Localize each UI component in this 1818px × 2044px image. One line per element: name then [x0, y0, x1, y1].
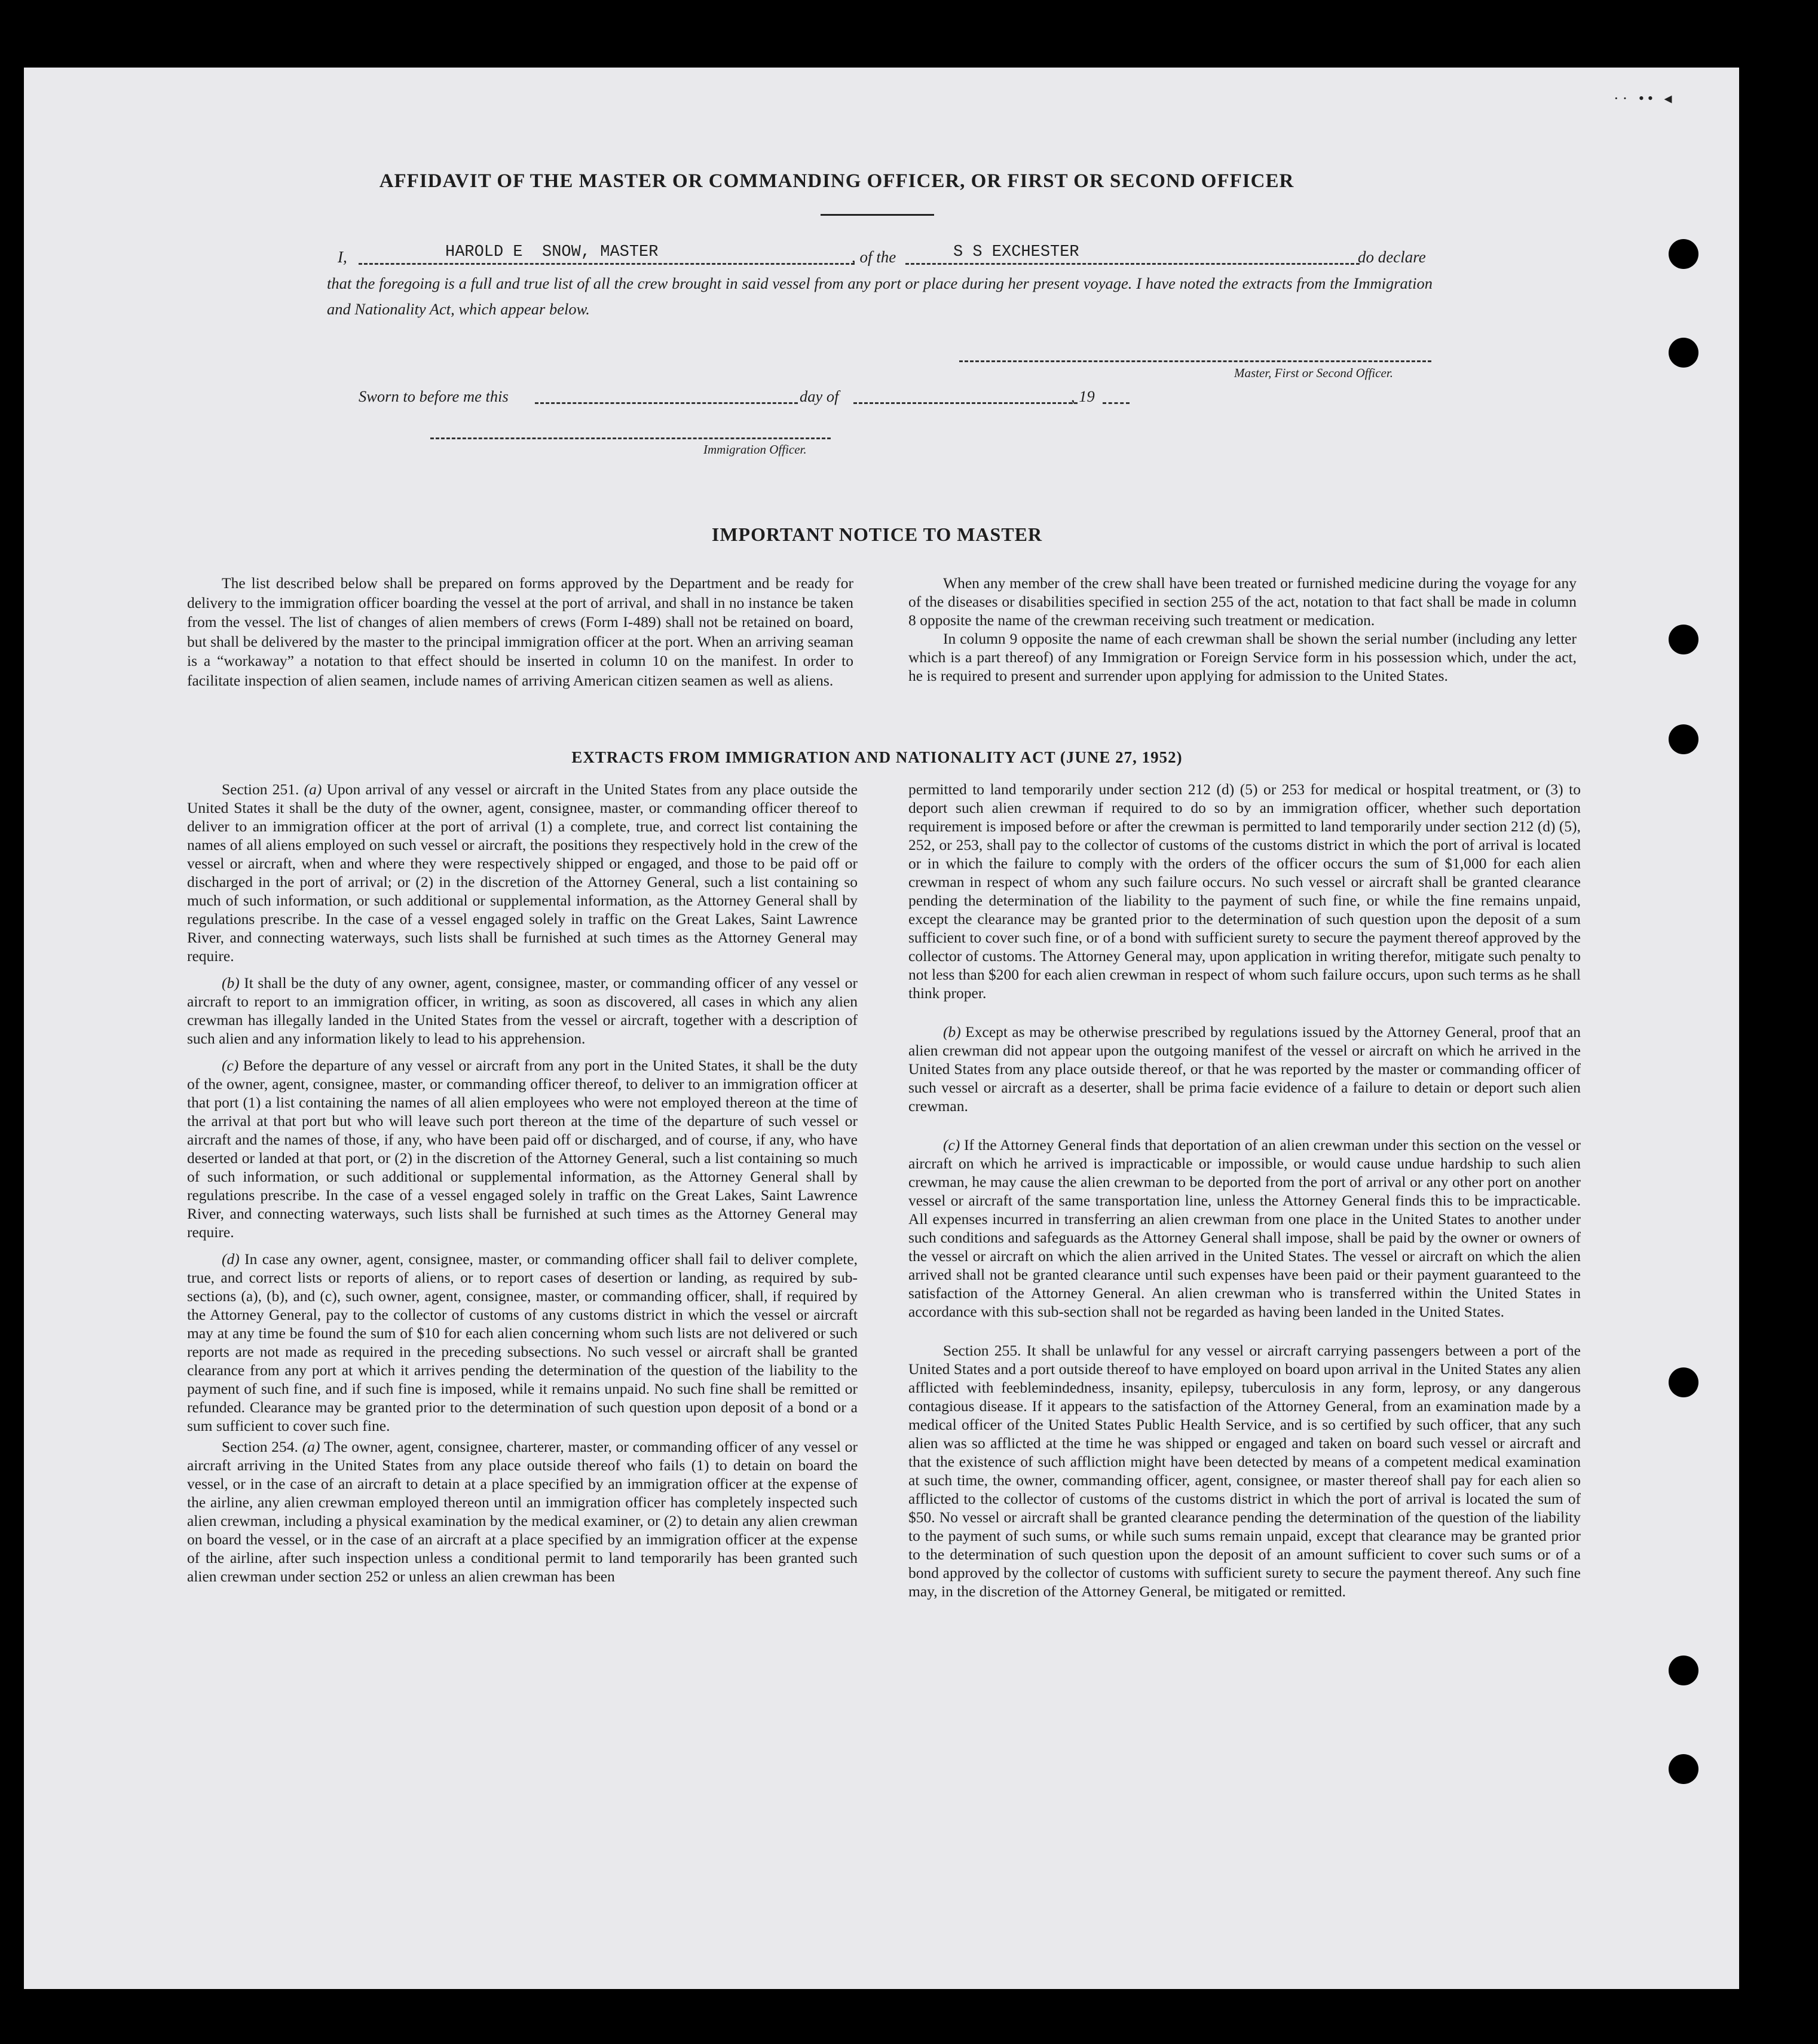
sworn-month-line	[853, 402, 1078, 404]
section-254-heading: Section 254.	[222, 1438, 298, 1455]
officer-caption: Immigration Officer.	[703, 442, 807, 457]
signature-caption: Master, First or Second Officer.	[1234, 366, 1393, 380]
section-251d	[187, 1250, 858, 1435]
section-251a-text: Upon arrival of any vessel or aircraft in the United States from any place outside the United States it shall be the duty of the owner, agent, consignee, master, or commanding officer thereof to deliver to an immigration officer at the port of arrival (1) a complete, true, and correct list containing the names of all aliens employed on such vessel or aircraft, the positions they respectively hold in the crew of the vessel or aircraft, when and where they were respectively shipped or engaged, and those to be paid off or discharged in the port of arrival; or (2) in the discretion of the Attorney General, such a list containing so much of such information, or such additional or supplemental information, as the Attorney General shall by regulations prescribe. In the case of a vessel engaged solely in traffic on the Great Lakes, Saint Lawrence River, and connecting waterways, such lists shall be furnished at such times as the Attorney General may require.	[187, 781, 858, 965]
year-label: , 19	[1071, 387, 1095, 405]
punch-hole	[1669, 1754, 1698, 1784]
section-251b-text: It shall be the duty of any owner, agent, consignee, master, or commanding officer of any vessel or aircraft to report to an immigration officer, in writing, as soon as discovered, all cases in which any alien crewman has illegally landed in the United States from the vessel or aircraft, together with a description of such alien and any information likely to lead to his apprehension.	[187, 974, 858, 1047]
title-rule	[821, 214, 934, 216]
officer-line	[430, 437, 831, 439]
notice-right-para-2: In column 9 opposite the name of each crewman shall be shown the serial number (including any letter which is a part thereof) of any Immigration or Foreign Service form in his possession which, under the act, he is required to present and surrender upon applying for admission to the United States.	[908, 630, 1577, 684]
vessel-name-value: S S EXCHESTER	[953, 243, 1079, 261]
day-of-label: day of	[800, 387, 839, 405]
section-254a-continued: permitted to land temporarily under section 212 (d) (5) or 253 for medical or hospital treatment, or (3) to deport such alien crewman if required to do so by an immigration officer, whether such deportation requirement is imposed before or after the crewman is permitted to land temporarily under section 212 (d) (5), 252, or 253, shall pay to the collector of customs of the customs district in which the port of arrival is located or in which the failure to comply with the orders of the officer occurs the sum of $1,000 for each alien crewman in respect of whom any such failure occurs. No such vessel or aircraft shall be granted clearance pending the determination of the liability to the payment of such fine, or while the fine remains unpaid, except the clearance may be granted prior to the determination of such question upon the deposit of a sum sufficient to cover such fine, or of a bond with sufficient surety to secure the payment thereof approved by the collector of customs. The Attorney General may, upon application in writing therefor, mitigate such penalty to not less than $200 for each alien crewman in respect of whom such failure occurs, upon such terms as he shall think proper.	[908, 781, 1581, 1002]
section-254c	[908, 1136, 1581, 1321]
subsection-c-label: (c)	[943, 1136, 960, 1153]
vessel-line	[905, 263, 1360, 265]
notice-left-column	[187, 574, 853, 690]
section-251a	[187, 780, 858, 965]
section-254b-text: Except as may be otherwise prescribed by regulations issued by the Attorney General, proof that an alien crewman did not appear upon the outgoing manifest of the vessel or aircraft on which he arrived in the United States from any place outside thereof, or that he was reported by the master or commanding officer of such vessel or aircraft as a deserter, shall be prima facie evidence of a failure to detain or deport such alien crewman.	[908, 1023, 1581, 1115]
extracts-left-column	[187, 780, 858, 1586]
extracts-title: EXTRACTS FROM IMMIGRATION AND NATIONALITY ACT (JUNE 27, 1952)	[571, 748, 1183, 766]
subsection-d-label: (d)	[222, 1250, 240, 1268]
affidavit-title: AFFIDAVIT OF THE MASTER OR COMMANDING OFFICER, OR FIRST OR SECOND OFFICER	[379, 170, 1294, 192]
subsection-a-label: (a)	[302, 1438, 320, 1455]
notice-title: IMPORTANT NOTICE TO MASTER	[711, 524, 1043, 545]
punch-hole	[1669, 1656, 1698, 1685]
sworn-day-line	[535, 402, 798, 404]
section-251c	[187, 1056, 858, 1241]
do-declare-label: do declare	[1358, 248, 1426, 266]
signature-line	[959, 360, 1431, 362]
section-251d-text: In case any owner, agent, consignee, master, or commanding officer shall fail to deliver complete, true, and correct lists or reports of aliens, or to report cases of desertion or landing, as required by sub-sections (a), (b), and (c), such owner, agent, consignee, master, or commanding officer, shall, if required by the Attorney General, pay to the collector of customs of any customs district in which the vessel or aircraft may at any time be found the sum of $10 for each alien concerning whom such lists are not delivered or such reports are not made as required in the preceding subsections. No such vessel or aircraft shall be granted clearance from any port at which it arrives pending the determination of the question of the liability to the payment of such fine, and if such fine is imposed, while it remains unpaid. No such fine shall be remitted or refunded. Clearance may be granted prior to the determination of such question upon deposit of a bond or a sum sufficient to cover such fine.	[187, 1250, 858, 1434]
section-255	[908, 1341, 1581, 1601]
i-label: I,	[338, 248, 347, 266]
subsection-a-label: (a)	[304, 781, 322, 798]
section-254c-text: If the Attorney General finds that deportation of an alien crewman under this section on the vessel or aircraft on which he arrived is impracticable or impossible, or would cause undue hardship to such alien crewman, he may cause the alien crewman to be deported from the port of arrival or any other port on another vessel or aircraft of the same transportation line, unless the Attorney General finds this to be impracticable. All expenses incurred in transferring an alien crewman from one place in the United States to another under such conditions and safeguards as the Attorney General shall impose, shall be paid by the owner or owners of the vessel or aircraft on which the alien arrived in the United States. The vessel or aircraft on which the alien arrived shall not be granted clearance until such expenses have been paid or their payment guaranteed to the satisfaction of the Attorney General. An alien crewman who is transferred within the United States in accordance with this sub-section shall not be regarded as having been landed in the United States.	[908, 1136, 1581, 1320]
subsection-c-label: (c)	[222, 1057, 239, 1074]
section-254a-text: The owner, agent, consignee, charterer, master, or commanding officer of any vessel or aircraft arriving in the United States from any place outside thereof who fails (1) to detain on board the vessel, or in the case of an aircraft to detain at a place specified by an immigration officer at the expense of the airline, any alien crewman employed thereon until an immigration officer has completely inspected such alien crewman, including a physical examination by the medical examiner, or (2) to detain any alien crewman on board the vessel, or in the case of an aircraft at a place specified by an immigration officer at the expense of the airline, after such inspection unless a conditional permit to land temporarily has been granted such alien crewman under section 252 or unless an alien crewman has been	[187, 1438, 858, 1585]
of-the-label: , of the	[852, 248, 896, 266]
punch-hole	[1669, 1367, 1698, 1397]
corner-marks: ·· •• ◂	[1614, 90, 1676, 107]
punch-hole	[1669, 625, 1698, 654]
notice-left-text: The list described below shall be prepared on forms approved by the Department and be ready for delivery to the immigration officer boarding the vessel at the port of arrival, and shall in no instance be taken from the vessel. The list of changes of alien members of crews (Form I-489) shall not be retained on board, but shall be delivered by the master to the principal immigration officer at the port. When an arriving seaman is a “workaway” a notation to that effect should be inserted in column 10 on the manifest. In order to facilitate inspection of alien seamen, include names of arriving American citizen seamen as well as aliens.	[187, 574, 853, 689]
punch-hole	[1669, 239, 1698, 269]
section-254a	[187, 1437, 858, 1586]
section-254b	[908, 1023, 1581, 1115]
punch-hole	[1669, 724, 1698, 754]
sworn-label: Sworn to before me this	[359, 387, 509, 405]
section-255-heading: Section 255.	[943, 1342, 1021, 1359]
section-255-text: It shall be unlawful for any vessel or aircraft carrying passengers between a port of the United States and a port outside thereof to have employed on board upon arrival in the United States any alien afflicted with feeblemindedness, insanity, epilepsy, tuberculosis in any form, leprosy, or any dangerous contagious disease. If it appears to the satisfaction of the Attorney General, from an examination made by a medical officer of the United States Public Health Service, and is so certified by such officer, that any such alien was so afflicted at the time he was shipped or engaged and taken on board such vessel or aircraft and that the existence of such affliction might have been detected by means of a competent medical examination at such time, the owner, commanding officer, agent, consignee, or master thereof shall pay for each alien so afflicted to the collector of customs of the customs district in which the port of arrival is located the sum of $50. No vessel or aircraft shall be granted clearance pending the determination of the question of the liability to the payment of such sums, or while such sums remain unpaid, except that clearance may be granted prior to the determination of such question upon the deposit of an amount sufficient to cover such sums or of a bond approved by the collector of customs with sufficient surety to secure the payment thereof. Any such fine may, in the discretion of the Attorney General, be mitigated or remitted.	[908, 1342, 1581, 1600]
punch-hole	[1669, 338, 1698, 368]
subsection-b-label: (b)	[222, 974, 240, 992]
section-251b	[187, 974, 858, 1048]
notice-right-column	[908, 574, 1577, 685]
declaration-text: that the foregoing is a full and true list of all the crew brought in said vessel from any port or place during her present voyage. I have noted the extracts from the Immigration and Nationality Act, which appear below.	[327, 274, 1433, 318]
subsection-b-label: (b)	[943, 1023, 961, 1041]
section-251c-text: Before the departure of any vessel or aircraft from any port in the United States, it shall be the duty of the owner, agent, consignee, master, or commanding officer thereof, to deliver to an immigration officer at that port (1) a list containing the names of all alien employees who were not employed thereon at the time of the arrival at that port but who will leave such port thereon at the time of the departure of such vessel or aircraft and the names of those, if any, who have been paid off or discharged, and of course, if any, who have deserted or landed at that port, or (2) in the discretion of the Attorney General, such a list containing so much of such information, or such additional or supplemental information, as the Attorney General shall by regulations prescribe. In the case of a vessel engaged solely in traffic on the Great Lakes, Saint Lawrence River, and connecting waterways, such lists shall be furnished at such times as the Attorney General may require.	[187, 1057, 858, 1241]
extracts-right-column	[908, 780, 1581, 1601]
notice-right-para-1: When any member of the crew shall have been treated or furnished medicine during the voyage for any of the diseases or disabilities specified in section 255 of the act, notation to that fact shall be made in column 8 opposite the name of the crewman receiving such treatment or medication.	[908, 574, 1577, 629]
master-name-value: HAROLD E SNOW, MASTER	[445, 243, 659, 261]
section-251-heading: Section 251.	[222, 781, 299, 798]
name-line	[359, 263, 855, 265]
year-line	[1103, 402, 1130, 404]
